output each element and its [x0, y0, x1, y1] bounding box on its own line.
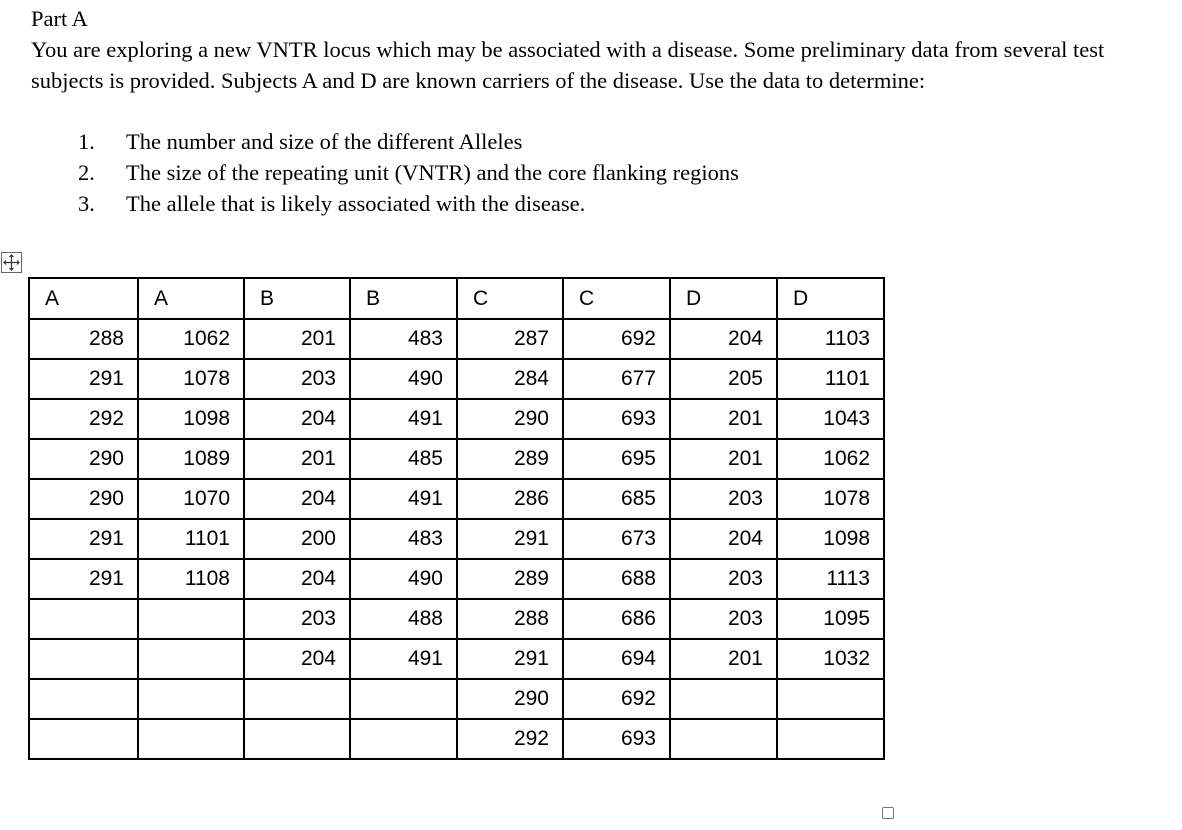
column-header: D: [777, 278, 884, 319]
column-header: A: [29, 278, 138, 319]
table-header-row: [29, 278, 884, 319]
table-cell: 1089: [138, 439, 244, 479]
table-cell: 291: [457, 519, 563, 559]
table-cell: 204: [670, 519, 777, 559]
table-cell: 1062: [777, 439, 884, 479]
table-cell: 693: [563, 719, 670, 759]
table-cell: [777, 679, 884, 719]
table-cell: 1043: [777, 399, 884, 439]
table-cell: 290: [29, 479, 138, 519]
table-cell: 290: [457, 679, 563, 719]
table-body: [29, 319, 884, 759]
table-cell: 288: [29, 319, 138, 359]
table-row: [29, 439, 884, 479]
table-row: [29, 319, 884, 359]
table-cell: 292: [29, 399, 138, 439]
page-title: Part A: [31, 6, 88, 31]
table-cell: 491: [350, 639, 457, 679]
table-cell: 291: [29, 519, 138, 559]
table-cell: [670, 719, 777, 759]
table-row: [29, 559, 884, 599]
table-row: [29, 359, 884, 399]
table-cell: 673: [563, 519, 670, 559]
table-cell: [29, 639, 138, 679]
table-cell: 686: [563, 599, 670, 639]
table-cell: [350, 719, 457, 759]
table-cell: 483: [350, 519, 457, 559]
table-cell: 204: [670, 319, 777, 359]
table-cell: 289: [457, 439, 563, 479]
table-cell: 693: [563, 399, 670, 439]
table-cell: 490: [350, 359, 457, 399]
table-cell: 203: [670, 479, 777, 519]
table-cell: 201: [670, 399, 777, 439]
table-cell: 201: [670, 439, 777, 479]
table-cell: 204: [244, 479, 350, 519]
table-cell: 485: [350, 439, 457, 479]
table-cell: 695: [563, 439, 670, 479]
table-cell: 688: [563, 559, 670, 599]
table-cell: 1095: [777, 599, 884, 639]
table-cell: 203: [670, 559, 777, 599]
list-item-text: The size of the repeating unit (VNTR) and the core flanking regions: [126, 160, 739, 185]
column-header: D: [670, 278, 777, 319]
table-cell: 290: [457, 399, 563, 439]
question-list: [78, 126, 739, 219]
column-header: B: [244, 278, 350, 319]
table-cell: 1078: [777, 479, 884, 519]
list-item-number: 1.: [78, 129, 95, 154]
table-row: [29, 519, 884, 559]
table-cell: 203: [670, 599, 777, 639]
table-cell: 1113: [777, 559, 884, 599]
move-arrows-icon: [2, 253, 21, 272]
column-header: C: [457, 278, 563, 319]
table-cell: 204: [244, 559, 350, 599]
table-cell: 284: [457, 359, 563, 399]
table-cell: 291: [29, 559, 138, 599]
table-cell: [138, 639, 244, 679]
table-cell: 205: [670, 359, 777, 399]
table-cell: 200: [244, 519, 350, 559]
table-row: [29, 639, 884, 679]
table-cell: 490: [350, 559, 457, 599]
table-row: [29, 679, 884, 719]
intro-paragraph: You are exploring a new VNTR locus which may be associated with a disease. Some preliminary data from several test subjects is provided. Subjects A and D are known carriers of the disease. Use the data to determine:: [31, 37, 1105, 93]
column-header: B: [350, 278, 457, 319]
table-cell: 286: [457, 479, 563, 519]
table-cell: 692: [563, 319, 670, 359]
table-cell: 488: [350, 599, 457, 639]
table-cell: 694: [563, 639, 670, 679]
table-cell: [29, 719, 138, 759]
table-cell: [138, 599, 244, 639]
table-cell: [244, 719, 350, 759]
table-row: [29, 399, 884, 439]
table-cell: 203: [244, 359, 350, 399]
table-cell: 491: [350, 399, 457, 439]
table-cell: 204: [244, 399, 350, 439]
table-row: [29, 599, 884, 639]
list-item-number: 3.: [78, 191, 95, 216]
table-cell: 685: [563, 479, 670, 519]
table-cell: [138, 679, 244, 719]
table-cell: 201: [244, 319, 350, 359]
table-cell: 1098: [138, 399, 244, 439]
table-cell: 1078: [138, 359, 244, 399]
table-cell: [244, 679, 350, 719]
table-cell: 203: [244, 599, 350, 639]
table-row: [29, 479, 884, 519]
table-cell: 287: [457, 319, 563, 359]
table-cell: 692: [563, 679, 670, 719]
table-cell: 1101: [138, 519, 244, 559]
table-cell: 289: [457, 559, 563, 599]
table-cell: 1032: [777, 639, 884, 679]
table-cell: 201: [244, 439, 350, 479]
list-item-text: The allele that is likely associated with the disease.: [126, 191, 586, 216]
column-header: C: [563, 278, 670, 319]
column-header: A: [138, 278, 244, 319]
table-cell: 483: [350, 319, 457, 359]
table-cell: 201: [670, 639, 777, 679]
list-item: [78, 126, 739, 157]
table-cell: 491: [350, 479, 457, 519]
data-table: [28, 277, 885, 760]
table-cell: 1062: [138, 319, 244, 359]
table-cell: 288: [457, 599, 563, 639]
list-item: [78, 157, 739, 188]
table-cell: [29, 599, 138, 639]
table-row: [29, 719, 884, 759]
table-cell: 291: [457, 639, 563, 679]
table-cell: 1108: [138, 559, 244, 599]
table-cell: 1103: [777, 319, 884, 359]
resize-square-icon[interactable]: [882, 807, 894, 819]
table-cell: [138, 719, 244, 759]
list-item: [78, 188, 739, 219]
table-cell: 290: [29, 439, 138, 479]
table-cell: [350, 679, 457, 719]
table-cell: [777, 719, 884, 759]
table-cell: 291: [29, 359, 138, 399]
list-item-text: The number and size of the different Alleles: [126, 129, 523, 154]
table-cell: 677: [563, 359, 670, 399]
table-cell: 292: [457, 719, 563, 759]
list-item-number: 2.: [78, 160, 95, 185]
table-cell: 204: [244, 639, 350, 679]
table-cell: 1098: [777, 519, 884, 559]
table-cell: 1101: [777, 359, 884, 399]
table-cell: [29, 679, 138, 719]
table-cell: 1070: [138, 479, 244, 519]
table-move-handle[interactable]: [1, 252, 22, 273]
table-cell: [670, 679, 777, 719]
